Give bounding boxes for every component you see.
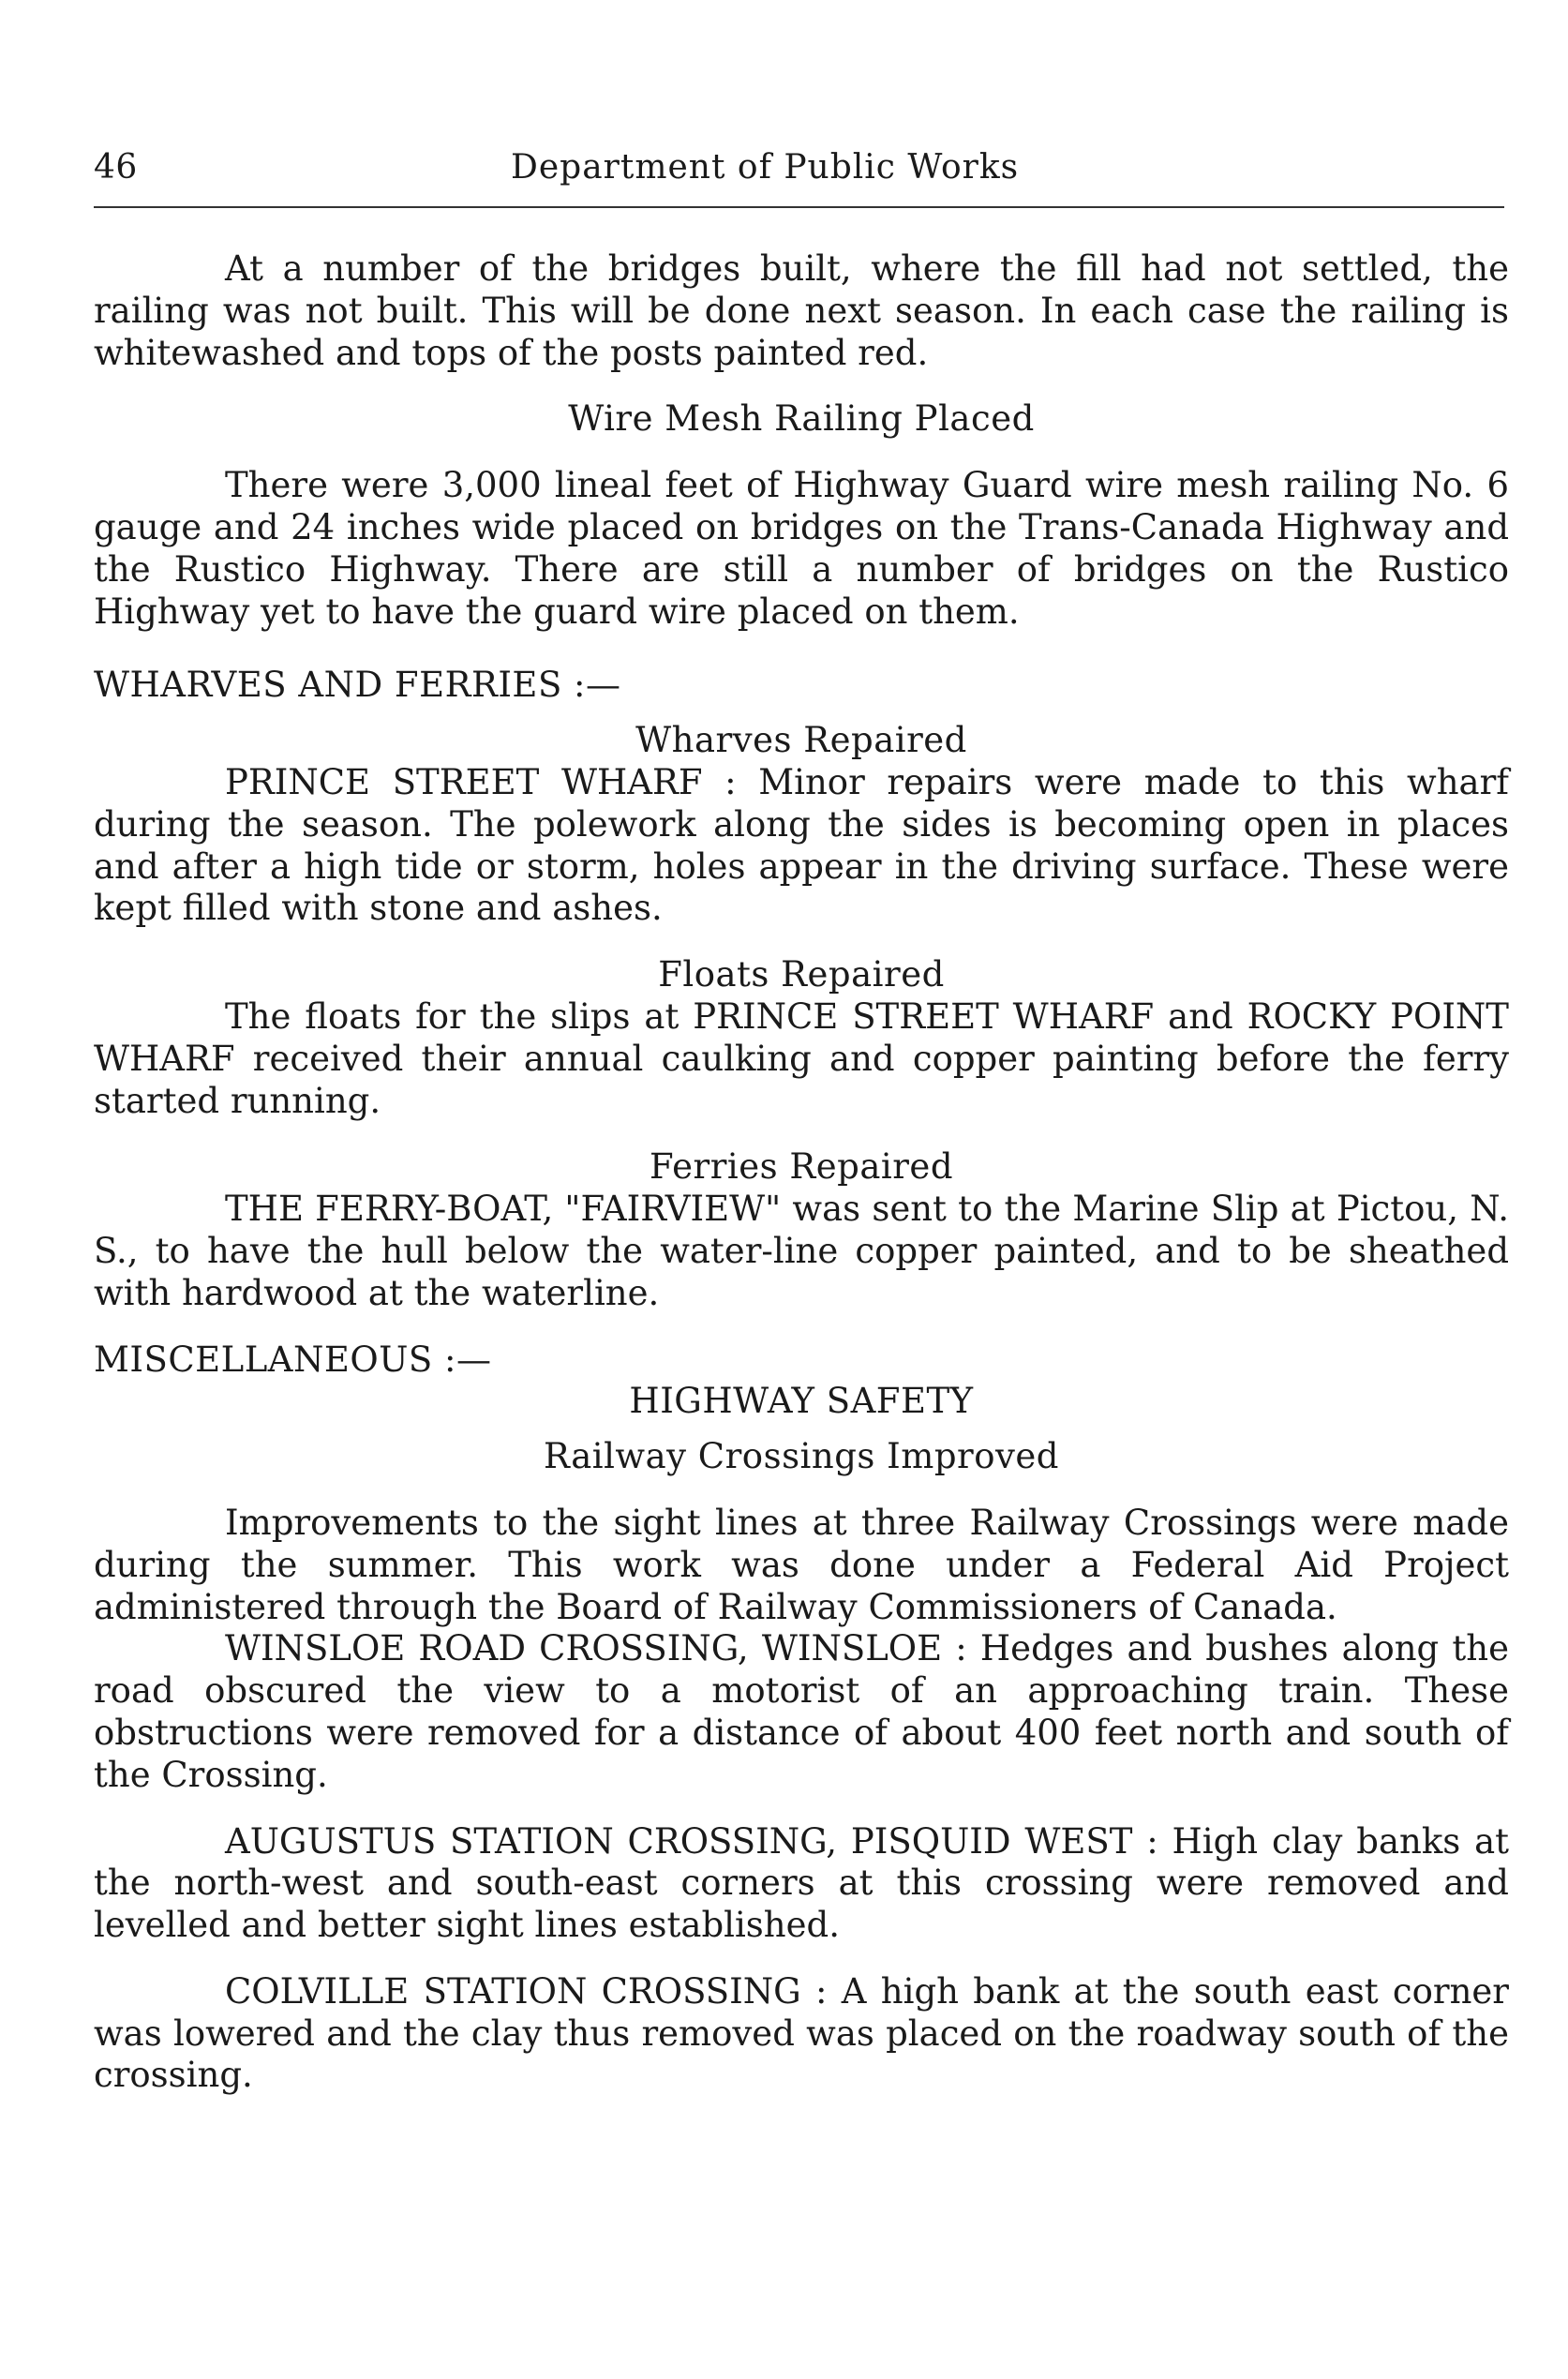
- paragraph-colville-crossing: COLVILLE STATION CROSSING : A high bank at the south east corner was lowered and the clay thus removed was placed on the roadway south of the crossing.: [94, 1970, 1509, 2096]
- heading-floats-repaired: Floats Repaired: [658, 954, 945, 995]
- heading-wire-mesh-railing: Wire Mesh Railing Placed: [568, 398, 1035, 440]
- paragraph-railway-improvements: Improvements to the sight lines at three Railway Crossings were made during the summer. This work was done under a Federal Aid Project administered through the Board of Railway Commissioners of Canada.: [94, 1502, 1509, 1627]
- paragraph-ferry-boat: THE FERRY-BOAT, "FAIRVIEW" was sent to the Marine Slip at Pictou, N. S., to have the hull below the water-line copper painted, and to be sheathed with hardwood at the waterline.: [94, 1189, 1509, 1313]
- section-miscellaneous: MISCELLANEOUS :—: [94, 1339, 492, 1380]
- paragraph-augustus-crossing: AUGUSTUS STATION CROSSING, PISQUID WEST : High clay banks at the north-west and south-east corners at this crossing were removed and levelled and better sight lines established.: [94, 1820, 1509, 1946]
- paragraph-winsloe-crossing: WINSLOE ROAD CROSSING, WINSLOE : Hedges and bushes along the road obscured the view to a motorist of an approaching train. These obstructions were removed for a distance of about 400 feet north and south of the Crossing.: [94, 1628, 1509, 1795]
- page-number: 46: [94, 148, 138, 187]
- section-wharves-ferries: WHARVES AND FERRIES :—: [94, 665, 621, 706]
- running-title: Department of Public Works: [511, 148, 1020, 187]
- heading-ferries-repaired: Ferries Repaired: [650, 1146, 953, 1188]
- heading-highway-safety: HIGHWAY SAFETY: [629, 1381, 974, 1422]
- heading-railway-crossings: Railway Crossings Improved: [543, 1436, 1059, 1477]
- page-header: [94, 148, 1500, 204]
- heading-wharves-repaired: Wharves Repaired: [635, 720, 967, 761]
- paragraph-wire-mesh: There were 3,000 lineal feet of Highway Guard wire mesh railing No. 6 gauge and 24 inches wide placed on bridges on the Trans-Canada Highway and the Rustico Highway. There are still a number of bridges on the Rustico Highway yet to have the guard wire placed on them.: [94, 465, 1509, 632]
- header-rule: [94, 206, 1504, 208]
- document-body: [94, 248, 1509, 2097]
- paragraph-floats: The floats for the slips at PRINCE STREET WHARF and ROCKY POINT WHARF received their annual caulking and copper painting before the ferry started running.: [94, 995, 1509, 1121]
- paragraph-prince-street-wharf: PRINCE STREET WHARF : Minor repairs were made to this wharf during the season. The polework along the sides is becoming open in places and after a high tide or storm, holes appear in the driving surface. These were kept filled with stone and ashes.: [94, 761, 1509, 929]
- paragraph-bridge-railing: At a number of the bridges built, where the fill had not settled, the railing was not built. This will be done next season. In each case the railing is whitewashed and tops of the posts painted red.: [94, 248, 1509, 373]
